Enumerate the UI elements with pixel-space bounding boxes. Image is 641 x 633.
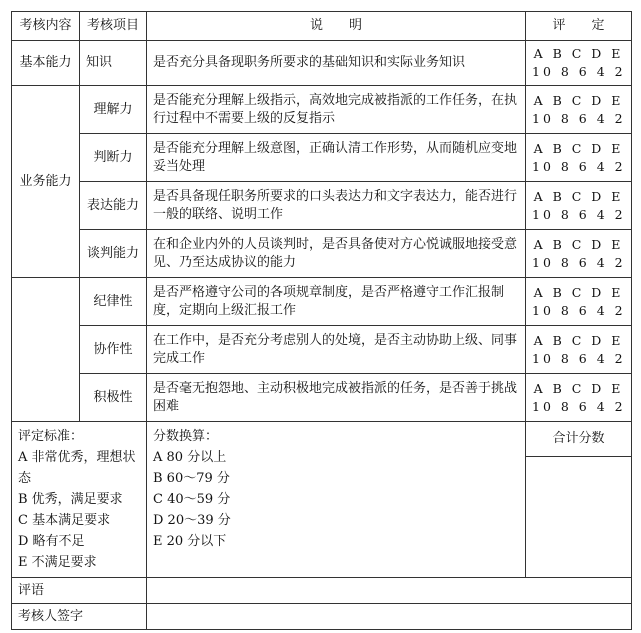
grade-points: 10 8 6 4 2 — [532, 350, 626, 366]
table-row — [12, 134, 632, 182]
score-conversion-line-c: C 40～59 分 — [153, 492, 231, 507]
description-judgment: 是否能充分理解上级意图，正确认清工作形势，从而随机应变地妥当处理 — [147, 134, 526, 182]
table-row — [12, 278, 632, 326]
grade-letters: A B C D E — [533, 92, 624, 108]
table-row — [12, 41, 632, 86]
grade-points: 10 8 6 4 2 — [532, 206, 626, 222]
item-expression: 表达能力 — [80, 182, 147, 230]
criteria-line-e: E 不满足要求 — [18, 555, 97, 570]
grade-points: 10 8 6 4 2 — [532, 302, 626, 318]
rating-cell[interactable] — [526, 230, 632, 278]
category-basic-ability: 基本能力 — [12, 41, 80, 86]
category-attitude-blank — [12, 278, 80, 422]
table-row — [12, 86, 632, 134]
description-knowledge: 是否充分具备现职务所要求的基础知识和实际业务知识 — [147, 41, 526, 86]
criteria-line-a: A 非常优秀，理想状态 — [18, 450, 136, 486]
score-conversion-line-b: B 60～79 分 — [153, 471, 230, 486]
grade-points: 10 8 6 4 2 — [532, 64, 626, 79]
comment-label: 评语 — [12, 578, 147, 604]
comment-row — [12, 578, 632, 604]
header-rating: 评 定 — [526, 12, 632, 41]
grade-letters: A B C D E — [533, 284, 624, 300]
item-initiative: 积极性 — [80, 374, 147, 422]
item-judgment: 判断力 — [80, 134, 147, 182]
grade-letters: A B C D E — [533, 380, 624, 396]
grade-letters: A B C D E — [533, 188, 624, 204]
score-conversion-line-e: E 20 分以下 — [153, 534, 227, 549]
comment-input[interactable] — [147, 578, 632, 604]
rating-cell[interactable] — [526, 278, 632, 326]
evaluation-table — [11, 11, 632, 630]
category-business-ability: 业务能力 — [12, 86, 80, 278]
score-conversion-title: 分数换算： — [153, 429, 219, 444]
item-comprehension: 理解力 — [80, 86, 147, 134]
total-score-input[interactable] — [526, 457, 631, 565]
criteria-line-d: D 略有不足 — [18, 534, 85, 549]
description-comprehension: 是否能充分理解上级指示，高效地完成被指派的工作任务，在执行过程中不需要上级的反复指示 — [147, 86, 526, 134]
rating-cell[interactable] — [526, 374, 632, 422]
criteria-line-b: B 优秀，满足要求 — [18, 492, 123, 507]
grade-points: 10 8 6 4 2 — [532, 158, 626, 174]
rating-cell[interactable] — [526, 182, 632, 230]
table-row — [12, 182, 632, 230]
score-conversion-line-d: D 20～39 分 — [153, 513, 231, 528]
criteria-line-c: C 基本满足要求 — [18, 513, 111, 528]
description-cooperation: 在工作中，是否充分考虑别人的处境，是否主动协助上级、同事完成工作 — [147, 326, 526, 374]
description-expression: 是否具备现任职务所要求的口头表达力和文字表达力，能否进行一般的联络、说明工作 — [147, 182, 526, 230]
item-discipline: 纪律性 — [80, 278, 147, 326]
criteria-row — [12, 422, 632, 578]
grade-letters: A B C D E — [533, 236, 624, 252]
description-initiative: 是否毫无抱怨地、主动积极地完成被指派的任务，是否善于挑战困难 — [147, 374, 526, 422]
signature-input[interactable] — [147, 604, 632, 630]
criteria-title: 评定标准： — [18, 429, 84, 444]
description-negotiation: 在和企业内外的人员谈判时，是否具备使对方心悦诚服地接受意见、乃至达成协议的能力 — [147, 230, 526, 278]
signature-row — [12, 604, 632, 630]
header-category: 考核内容 — [12, 12, 80, 41]
rating-cell[interactable] — [526, 326, 632, 374]
table-row — [12, 326, 632, 374]
item-negotiation: 谈判能力 — [80, 230, 147, 278]
grade-points: 10 8 6 4 2 — [532, 110, 626, 126]
score-conversion-cell — [147, 422, 526, 578]
header-item: 考核项目 — [80, 12, 147, 41]
header-description: 说 明 — [147, 12, 526, 41]
table-row — [12, 230, 632, 278]
grade-points: 10 8 6 4 2 — [532, 254, 626, 270]
table-row — [12, 374, 632, 422]
item-cooperation: 协作性 — [80, 326, 147, 374]
header-row — [12, 12, 632, 41]
criteria-cell — [12, 422, 147, 578]
score-conversion-line-a: A 80 分以上 — [153, 450, 227, 465]
rating-cell[interactable] — [526, 41, 632, 86]
grade-letters: A B C D E — [533, 46, 624, 61]
rating-cell[interactable] — [526, 86, 632, 134]
grade-points: 10 8 6 4 2 — [532, 398, 626, 414]
signature-label: 考核人签字 — [12, 604, 147, 630]
rating-cell[interactable] — [526, 134, 632, 182]
item-knowledge: 知识 — [80, 41, 147, 86]
total-score-label: 合计分数 — [526, 422, 631, 457]
grade-letters: A B C D E — [533, 332, 624, 348]
description-discipline: 是否严格遵守公司的各项规章制度，是否严格遵守工作汇报制度，定期向上级汇报工作 — [147, 278, 526, 326]
total-score-cell — [526, 422, 632, 578]
grade-letters: A B C D E — [533, 140, 624, 156]
